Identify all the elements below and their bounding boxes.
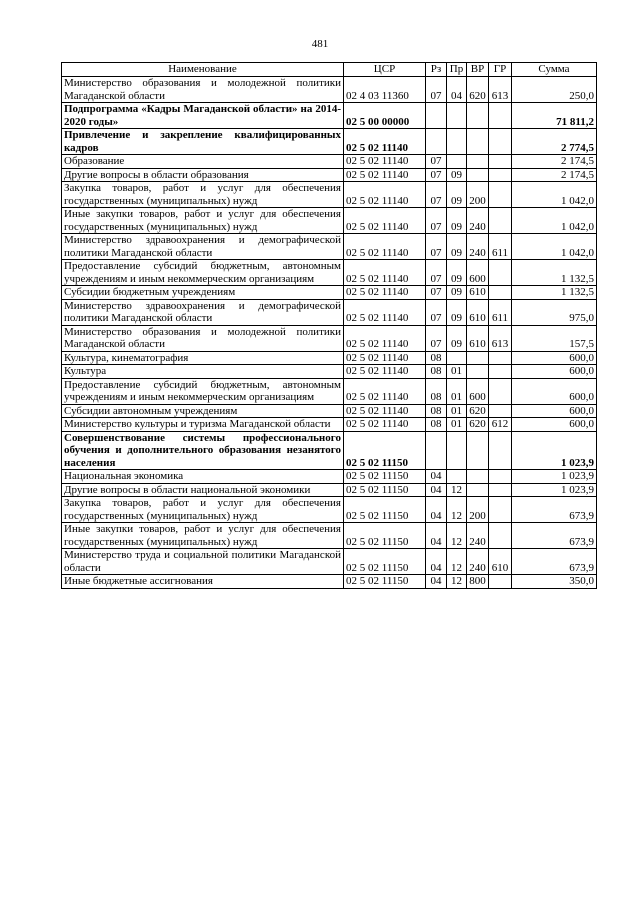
cell-sum: 673,9 [512,549,597,575]
cell-sum: 2 174,5 [512,155,597,169]
cell-pr [447,431,467,470]
cell-rz [426,431,447,470]
cell-rz: 07 [426,234,447,260]
table-row [62,77,597,103]
cell-gr: 610 [489,549,512,575]
cell-csr: 02 5 02 11140 [344,208,426,234]
cell-csr: 02 5 02 11140 [344,365,426,379]
table-row [62,404,597,418]
cell-rz [426,129,447,155]
cell-rz [426,103,447,129]
cell-gr: 613 [489,325,512,351]
cell-rz: 04 [426,523,447,549]
header-sum: Сумма [512,63,597,77]
header-gr: ГР [489,63,512,77]
cell-csr: 02 5 02 11140 [344,325,426,351]
cell-rz: 08 [426,378,447,404]
cell-vr: 240 [467,549,489,575]
cell-name: Совершенствование системы профессионального обучения и дополнительного образования незанятого населения [62,431,344,470]
cell-name: Предоставление субсидий бюджетным, автономным учреждениям и иным некоммерческим организациям [62,260,344,286]
table-row [62,299,597,325]
cell-csr: 02 5 02 11150 [344,470,426,484]
cell-name: Субсидии автономным учреждениям [62,404,344,418]
table-row [62,208,597,234]
cell-pr [447,103,467,129]
cell-vr: 600 [467,260,489,286]
cell-name: Другие вопросы в области образования [62,168,344,182]
cell-sum: 1 042,0 [512,208,597,234]
header-row [62,63,597,77]
cell-gr [489,260,512,286]
cell-name: Иные закупки товаров, работ и услуг для обеспечения государственных (муниципальных) нужд [62,208,344,234]
cell-name: Министерство образования и молодежной политики Магаданской области [62,77,344,103]
cell-gr: 611 [489,299,512,325]
cell-rz: 07 [426,208,447,234]
cell-sum: 250,0 [512,77,597,103]
cell-sum: 600,0 [512,418,597,432]
cell-sum: 1 023,9 [512,470,597,484]
cell-vr: 240 [467,208,489,234]
table-row [62,129,597,155]
header-pr: Пр [447,63,467,77]
cell-pr [447,155,467,169]
cell-pr: 09 [447,168,467,182]
cell-rz: 07 [426,286,447,300]
cell-vr [467,483,489,497]
cell-csr: 02 5 02 11150 [344,431,426,470]
cell-sum: 975,0 [512,299,597,325]
cell-pr: 09 [447,234,467,260]
cell-csr: 02 5 02 11140 [344,299,426,325]
cell-vr: 610 [467,299,489,325]
cell-rz: 04 [426,470,447,484]
cell-sum: 1 132,5 [512,260,597,286]
cell-csr: 02 5 02 11150 [344,549,426,575]
cell-gr [489,351,512,365]
cell-name: Иные бюджетные ассигнования [62,575,344,589]
cell-pr: 12 [447,523,467,549]
cell-csr: 02 5 02 11140 [344,182,426,208]
table-row [62,418,597,432]
cell-sum: 2 774,5 [512,129,597,155]
table-row [62,483,597,497]
cell-gr [489,404,512,418]
cell-sum: 157,5 [512,325,597,351]
page-number: 481 [311,38,329,50]
cell-sum: 1 042,0 [512,234,597,260]
cell-vr: 200 [467,182,489,208]
header-vr: ВР [467,63,489,77]
cell-sum: 600,0 [512,404,597,418]
cell-pr: 12 [447,575,467,589]
cell-name: Предоставление субсидий бюджетным, автономным учреждениям и иным некоммерческим организациям [62,378,344,404]
header-name: Наименование [62,63,344,77]
cell-csr: 02 5 02 11140 [344,234,426,260]
cell-rz: 04 [426,575,447,589]
cell-vr [467,351,489,365]
cell-name: Министерство труда и социальной политики Магаданской области [62,549,344,575]
cell-sum: 600,0 [512,378,597,404]
cell-pr: 01 [447,378,467,404]
cell-vr: 200 [467,497,489,523]
budget-table [61,62,597,589]
cell-gr [489,208,512,234]
cell-name: Культура [62,365,344,379]
cell-rz: 08 [426,418,447,432]
cell-csr: 02 5 02 11140 [344,168,426,182]
cell-sum: 1 023,9 [512,431,597,470]
table-row [62,155,597,169]
cell-pr: 01 [447,418,467,432]
cell-vr [467,168,489,182]
cell-gr [489,470,512,484]
cell-name: Национальная экономика [62,470,344,484]
cell-pr: 09 [447,182,467,208]
table-row [62,431,597,470]
cell-csr: 02 5 02 11140 [344,378,426,404]
cell-csr: 02 5 02 11150 [344,497,426,523]
cell-rz: 07 [426,77,447,103]
cell-pr: 04 [447,77,467,103]
table-row [62,182,597,208]
cell-vr [467,155,489,169]
cell-csr: 02 5 02 11140 [344,351,426,365]
table-row [62,351,597,365]
cell-vr: 240 [467,234,489,260]
cell-name: Министерство образования и молодежной политики Магаданской области [62,325,344,351]
cell-rz: 07 [426,325,447,351]
table-row [62,234,597,260]
cell-rz: 07 [426,260,447,286]
cell-csr: 02 4 03 11360 [344,77,426,103]
cell-gr [489,431,512,470]
cell-name: Другие вопросы в области национальной экономики [62,483,344,497]
cell-gr: 613 [489,77,512,103]
cell-gr [489,168,512,182]
table-row [62,168,597,182]
cell-name: Иные закупки товаров, работ и услуг для обеспечения государственных (муниципальных) нужд [62,523,344,549]
cell-sum: 1 132,5 [512,286,597,300]
cell-vr: 600 [467,378,489,404]
cell-gr [489,523,512,549]
cell-name: Привлечение и закрепление квалифицированных кадров [62,129,344,155]
cell-gr [489,378,512,404]
cell-gr [489,103,512,129]
cell-sum: 350,0 [512,575,597,589]
cell-sum: 600,0 [512,351,597,365]
table-row [62,575,597,589]
cell-gr [489,286,512,300]
cell-name: Субсидии бюджетным учреждениям [62,286,344,300]
table-row [62,549,597,575]
cell-sum: 2 174,5 [512,168,597,182]
cell-rz: 07 [426,155,447,169]
cell-sum: 673,9 [512,523,597,549]
cell-pr: 01 [447,365,467,379]
cell-gr [489,483,512,497]
cell-pr: 09 [447,325,467,351]
cell-sum: 600,0 [512,365,597,379]
cell-vr: 620 [467,404,489,418]
cell-sum: 1 042,0 [512,182,597,208]
cell-gr [489,129,512,155]
cell-vr [467,431,489,470]
cell-rz: 04 [426,549,447,575]
cell-csr: 02 5 02 11150 [344,575,426,589]
cell-vr [467,470,489,484]
cell-pr: 12 [447,497,467,523]
header-rz: Рз [426,63,447,77]
cell-rz: 07 [426,299,447,325]
cell-vr [467,365,489,379]
header-csr: ЦСР [344,63,426,77]
cell-vr [467,129,489,155]
table-row [62,365,597,379]
cell-vr: 610 [467,286,489,300]
cell-pr: 09 [447,286,467,300]
cell-sum: 1 023,9 [512,483,597,497]
cell-pr [447,470,467,484]
cell-csr: 02 5 02 11150 [344,483,426,497]
cell-gr: 612 [489,418,512,432]
cell-name: Образование [62,155,344,169]
cell-vr: 620 [467,418,489,432]
table-row [62,378,597,404]
cell-rz: 04 [426,483,447,497]
cell-pr: 12 [447,549,467,575]
cell-csr: 02 5 02 11150 [344,523,426,549]
cell-name: Культура, кинематография [62,351,344,365]
table-row [62,103,597,129]
cell-vr: 610 [467,325,489,351]
cell-name: Закупка товаров, работ и услуг для обеспечения государственных (муниципальных) нужд [62,497,344,523]
cell-rz: 07 [426,182,447,208]
cell-vr: 620 [467,77,489,103]
cell-gr [489,575,512,589]
cell-gr [489,182,512,208]
cell-name: Закупка товаров, работ и услуг для обеспечения государственных (муниципальных) нужд [62,182,344,208]
cell-pr: 09 [447,299,467,325]
cell-rz: 08 [426,404,447,418]
table-header [62,63,597,77]
cell-csr: 02 5 02 11140 [344,260,426,286]
cell-sum: 673,9 [512,497,597,523]
cell-gr [489,365,512,379]
cell-rz: 08 [426,365,447,379]
cell-csr: 02 5 00 00000 [344,103,426,129]
table-row [62,470,597,484]
cell-csr: 02 5 02 11140 [344,129,426,155]
cell-sum: 71 811,2 [512,103,597,129]
cell-rz: 04 [426,497,447,523]
cell-name: Министерство культуры и туризма Магаданской области [62,418,344,432]
cell-csr: 02 5 02 11140 [344,418,426,432]
cell-gr [489,155,512,169]
table-row [62,286,597,300]
cell-pr: 01 [447,404,467,418]
table-row [62,523,597,549]
cell-pr: 09 [447,208,467,234]
cell-vr [467,103,489,129]
cell-pr [447,129,467,155]
cell-vr: 240 [467,523,489,549]
table-row [62,325,597,351]
table-body [62,77,597,589]
cell-name: Министерство здравоохранения и демографической политики Магаданской области [62,299,344,325]
cell-gr: 611 [489,234,512,260]
cell-gr [489,497,512,523]
table-row [62,260,597,286]
cell-name: Подпрограмма «Кадры Магаданской области» на 2014-2020 годы» [62,103,344,129]
cell-rz: 08 [426,351,447,365]
cell-vr: 800 [467,575,489,589]
cell-pr [447,351,467,365]
cell-pr: 09 [447,260,467,286]
cell-csr: 02 5 02 11140 [344,155,426,169]
cell-csr: 02 5 02 11140 [344,404,426,418]
table-row [62,497,597,523]
cell-csr: 02 5 02 11140 [344,286,426,300]
cell-pr: 12 [447,483,467,497]
cell-name: Министерство здравоохранения и демографической политики Магаданской области [62,234,344,260]
cell-rz: 07 [426,168,447,182]
